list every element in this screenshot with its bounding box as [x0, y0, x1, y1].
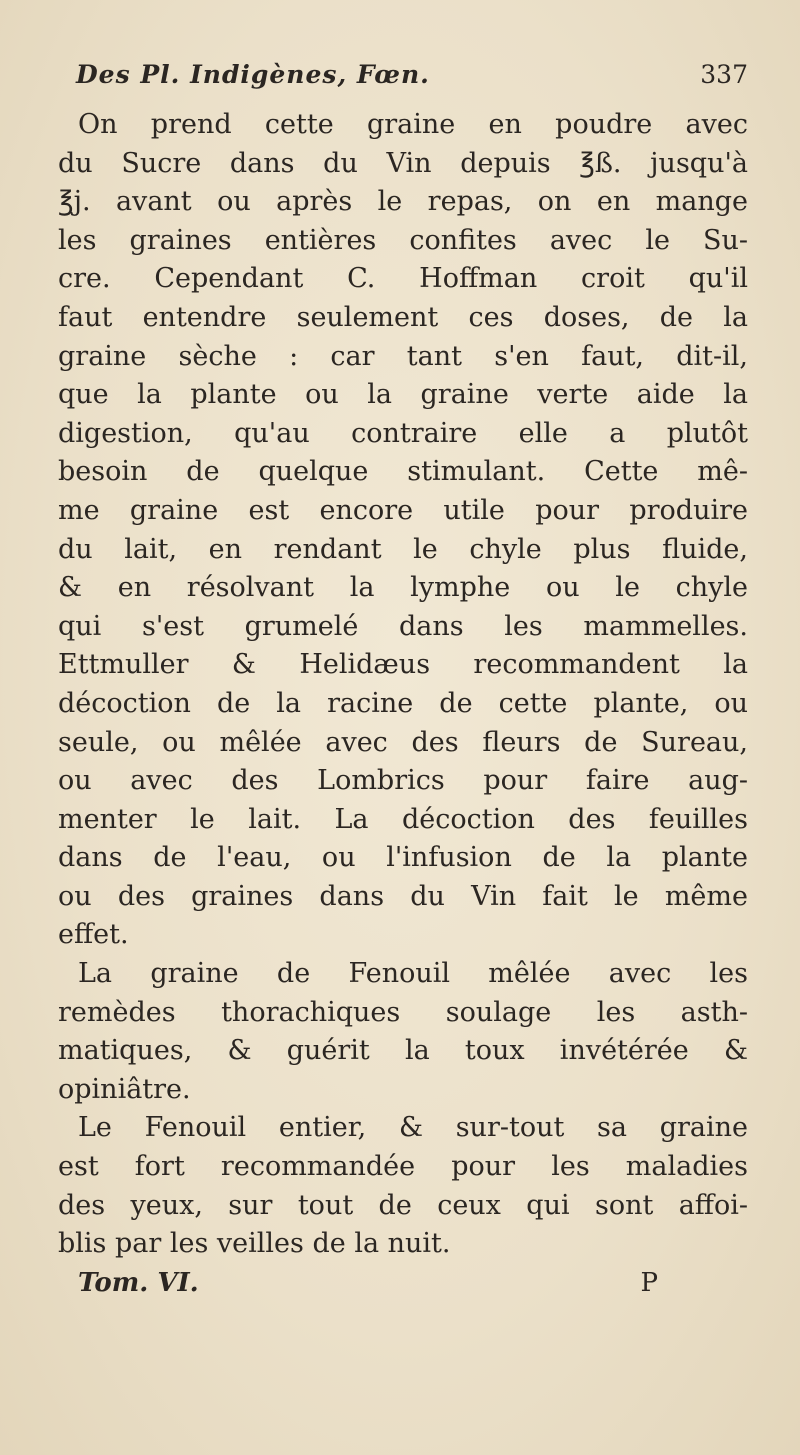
text-line: cre. Cependant C. Hoffman croit qu'il — [58, 263, 748, 295]
text-line: seule, ou mêlée avec des fleurs de Sureau, — [58, 726, 748, 758]
text-line: du lait, en rendant le chyle plus fluide, — [58, 533, 748, 565]
signature-mark: P — [640, 1267, 658, 1298]
text-line: besoin de quelque stimulant. Cette mê- — [58, 456, 748, 488]
text-line: effet. — [58, 919, 129, 951]
page-footer — [58, 1264, 748, 1303]
text-line: Ettmuller & Helidæus recommandent la — [58, 649, 748, 681]
text-line: est fort recommandée pour les maladies — [58, 1151, 748, 1183]
running-head: Des Pl. Indigènes, Fœn. — [76, 60, 430, 89]
text-line: opiniâtre. — [58, 1073, 191, 1105]
text-line: menter le lait. La décoction des feuilles — [58, 803, 748, 835]
text-line: graine sèche : car tant s'en faut, dit-il, — [58, 340, 748, 372]
text-line: qui s'est grumelé dans les mammelles. — [58, 610, 748, 642]
page-header — [58, 60, 748, 106]
text-line: & en résolvant la lymphe ou le chyle — [58, 572, 748, 604]
text-line: ou des graines dans du Vin fait le même — [58, 880, 748, 912]
text-line: La graine de Fenouil mêlée avec les — [78, 958, 748, 990]
page-number: 337 — [700, 60, 748, 89]
text-line: décoction de la racine de cette plante, ou — [58, 687, 748, 719]
body-text — [58, 106, 748, 1264]
text-line: faut entendre seulement ces doses, de la — [58, 301, 748, 333]
text-line: ou avec des Lombrics pour faire aug- — [58, 765, 748, 797]
text-line: me graine est encore utile pour produire — [58, 494, 748, 526]
text-line: dans de l'eau, ou l'infusion de la plante — [58, 842, 748, 874]
text-line: Le Fenouil entier, & sur-tout sa graine — [78, 1112, 748, 1144]
text-line: blis par les veilles de la nuit. — [58, 1228, 451, 1260]
text-line: digestion, qu'au contraire elle a plutôt — [58, 417, 748, 449]
text-line: que la plante ou la graine verte aide la — [58, 379, 748, 411]
text-line: du Sucre dans du Vin depuis ℥ß. jusqu'à — [58, 147, 748, 179]
text-line: remèdes thorachiques soulage les asth- — [58, 996, 748, 1028]
page-text — [58, 60, 748, 1302]
volume-mark: Tom. VI. — [78, 1267, 199, 1298]
text-line: On prend cette graine en poudre avec — [78, 109, 748, 140]
text-line: les graines entières confites avec le Su- — [58, 224, 748, 256]
text-line: matiques, & guérit la toux invétérée & — [58, 1035, 748, 1067]
text-line: ℥j. avant ou après le repas, on en mange — [58, 186, 748, 218]
text-line: des yeux, sur tout de ceux qui sont affoi- — [58, 1189, 748, 1221]
